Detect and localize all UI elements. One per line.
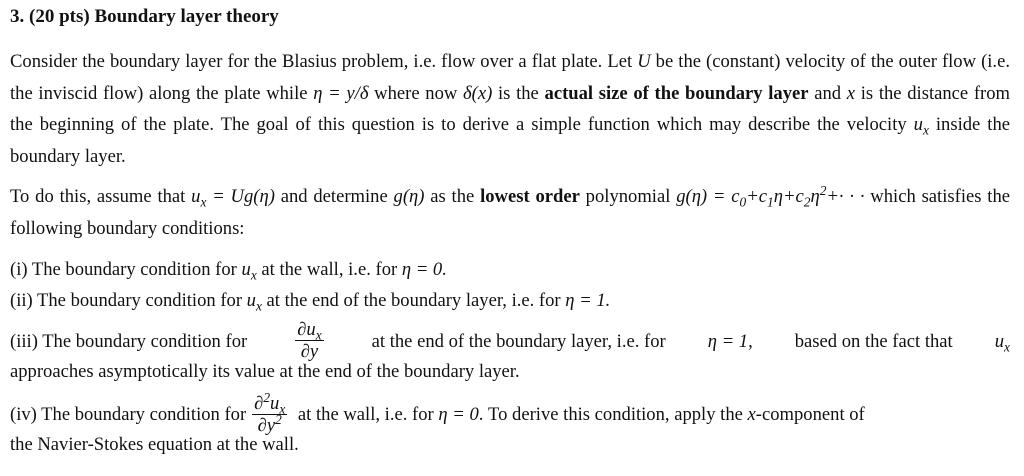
text-segment: To do this, assume that <box>10 186 192 207</box>
text-segment: is the <box>492 82 545 104</box>
delta-symbol: δ(x) <box>463 82 493 104</box>
condition-iii-continued: approaches asymptotically its value at the end of the boundary layer. <box>10 361 520 382</box>
poly-part: η+c <box>773 186 804 207</box>
x-symbol: x <box>747 403 756 425</box>
partial-ux-dy-fraction <box>295 320 323 363</box>
poly-part: +· · · <box>826 186 865 207</box>
intro-paragraph <box>10 46 1010 172</box>
x-symbol: x <box>846 82 856 104</box>
second-partial-fraction <box>252 389 287 437</box>
eta-definition: η = y/δ <box>313 82 369 104</box>
ux-subscript: x <box>200 194 207 210</box>
eta-equation: η = 0 <box>438 403 479 425</box>
text-segment: based on the fact that <box>794 330 953 352</box>
eta-equation: η = 0. <box>401 259 447 280</box>
text-segment: be the (constant) velocity of the outer flow (i.e. the inviscid flow) along the plate while <box>10 51 1010 104</box>
eta-equation: η = 1, <box>707 330 753 352</box>
text-segment: Consider the boundary layer for the Blasius problem, i.e. flow over a flat plate. Let <box>10 51 638 72</box>
fraction-denominator: ∂y <box>300 341 319 362</box>
numerator-base: ∂u <box>297 319 316 340</box>
g-symbol: g(η) <box>393 186 425 207</box>
text-segment: inside the boundary layer. <box>10 114 1010 167</box>
text-segment: is the distance from the beginning of the plate. The goal of this question is to derive a simple function which may describe the velocity <box>10 82 1011 135</box>
ux-base: u <box>246 290 256 311</box>
poly-part: g(η) = c <box>676 186 740 207</box>
poly-subscript: 2 <box>803 194 811 210</box>
poly-part: +c <box>746 186 768 207</box>
poly-superscript: 2 <box>819 182 827 198</box>
text-segment: (ii) The boundary condition for <box>10 290 247 311</box>
condition-ii <box>10 290 610 312</box>
numerator-subscript: x <box>279 401 286 417</box>
ux-base: u <box>994 330 1004 352</box>
velocity-symbol: U <box>637 51 651 72</box>
denominator-superscript: 2 <box>275 411 282 427</box>
ux-base: u <box>913 114 923 135</box>
fraction-numerator <box>295 320 323 341</box>
text-segment: at the wall, i.e. for <box>256 259 402 280</box>
ux-base: u <box>241 259 251 280</box>
ux-symbol <box>241 259 257 283</box>
equation-rest: = Ug(η) <box>206 186 275 207</box>
bold-phrase: actual size of the boundary layer <box>544 82 809 104</box>
ux-symbol <box>995 331 1010 353</box>
text-segment: (iv) The boundary condition for <box>10 403 247 425</box>
text-segment: polynomial <box>579 186 677 207</box>
poly-subscript: 1 <box>767 194 774 210</box>
ux-symbol <box>246 290 262 314</box>
condition-iv <box>10 389 865 437</box>
eta-equation: η = 1. <box>565 290 611 311</box>
condition-iii <box>10 320 1010 363</box>
text-segment: at the end of the boundary layer, i.e. for <box>261 290 566 311</box>
text-segment: which satisfies the following boundary conditions: <box>10 186 1010 239</box>
text-segment: . To derive this condition, apply the <box>478 403 748 425</box>
ux-subscript: x <box>255 298 262 314</box>
ux-subscript: x <box>250 267 257 283</box>
text-segment: (i) The boundary condition for <box>10 259 242 280</box>
ux-equation <box>191 186 275 210</box>
problem-title: 3. (20 pts) Boundary layer theory <box>10 6 279 27</box>
numerator-superscript: 2 <box>263 389 271 405</box>
text-segment: as the <box>424 186 481 207</box>
poly-subscript: 0 <box>739 194 747 210</box>
assumption-paragraph <box>10 181 1010 244</box>
ux-subscript: x <box>1004 339 1010 355</box>
text-segment: -component of <box>755 403 865 425</box>
polynomial-expression <box>676 182 865 210</box>
denominator-base: ∂y <box>257 415 276 436</box>
text-segment: at the end of the boundary layer, i.e. for <box>371 330 666 352</box>
condition-iv-continued: the Navier-Stokes equation at the wall. <box>10 434 299 455</box>
ux-symbol <box>913 114 929 138</box>
text-segment: and determine <box>274 186 394 207</box>
text-segment: at the wall, i.e. for <box>293 403 439 425</box>
text-segment: and <box>808 82 847 104</box>
ux-base: u <box>191 186 201 207</box>
text-segment: (iii) The boundary condition for <box>10 330 248 352</box>
numerator-subscript: x <box>315 327 322 343</box>
bold-phrase: lowest order <box>480 186 580 207</box>
poly-part: η <box>810 186 820 207</box>
numerator-u: u <box>270 393 280 414</box>
fraction-numerator <box>252 389 287 417</box>
condition-i <box>10 259 447 281</box>
ux-subscript: x <box>922 122 929 138</box>
text-segment: where now <box>368 82 464 104</box>
numerator-base: ∂ <box>254 393 264 414</box>
